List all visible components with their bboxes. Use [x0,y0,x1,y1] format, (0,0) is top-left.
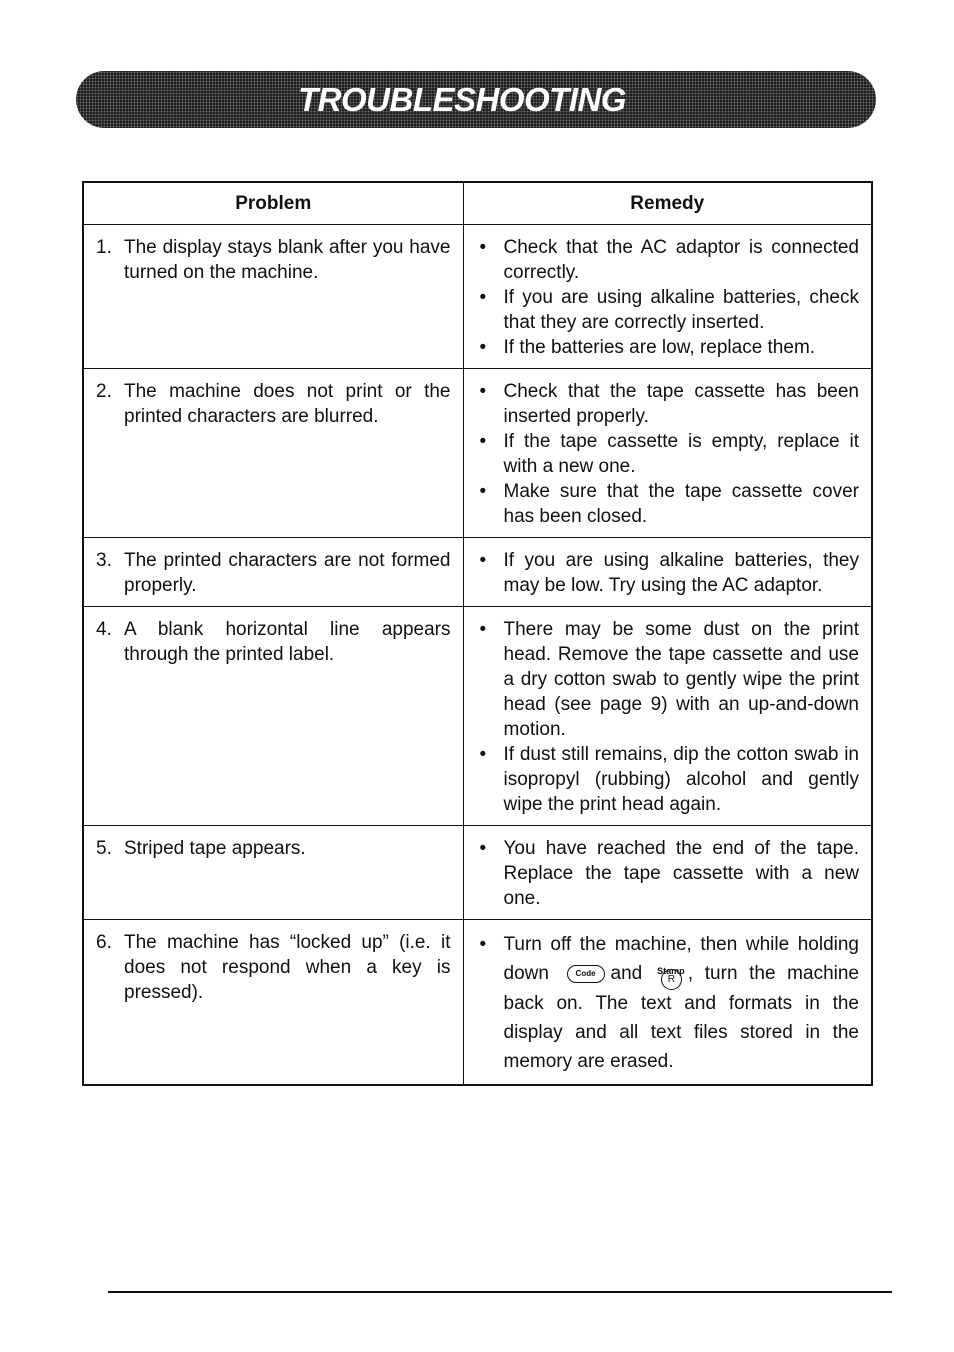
problem-header: Problem [83,182,463,225]
remedy-item: • You have reached the end of the tape. Replace the tape cassette with a new one. [476,836,860,911]
remedy-header: Remedy [463,182,872,225]
code-key-icon: Code [567,965,605,983]
remedy-item: • If dust still remains, dip the cotton swab in isopropyl (rubbing) alcohol and gently wipe the print head again. [476,742,860,817]
problem-cell [83,369,463,538]
remedy-text: and [610,963,643,985]
remedy-item: • If you are using alkaline batteries, check that they are correctly inserted. [476,285,860,335]
remedy-cell [463,225,872,369]
bullet: • [479,431,487,452]
remedy-item: • Check that the AC adaptor is connected correctly. [476,235,860,285]
bullet: • [479,838,487,859]
remedy-cell [463,607,872,826]
remedy-item [476,930,860,1076]
troubleshooting-table [82,181,873,1086]
remedy-cell [463,826,872,920]
bullet: • [479,381,487,402]
problem-text: Striped tape appears. [124,838,306,859]
page-title: TROUBLESHOOTING [298,81,626,118]
title-banner [76,71,876,128]
remedy-text: , turn the machine back on. The text and formats in the display and all text files stored in the memory are erased. [503,963,859,1072]
problem-cell [83,225,463,369]
footer-rule [108,1291,892,1293]
problem-number: 5. [96,838,112,859]
bullet: • [479,934,487,955]
table-row [83,920,872,1086]
bullet: • [479,337,487,358]
remedy-cell [463,538,872,607]
problem-text: The machine does not print or the printed characters are blurred. [124,381,451,427]
problem-text: The machine has “locked up” (i.e. it does not respond when a key is pressed). [124,932,451,1003]
table-row [83,225,872,369]
remedy-item: • Check that the tape cassette has been inserted properly. [476,379,860,429]
remedy-item: • If you are using alkaline batteries, they may be low. Try using the AC adaptor. [476,548,860,598]
remedy-cell [463,369,872,538]
problem-text: The display stays blank after you have turned on the machine. [124,237,451,283]
problem-text: A blank horizontal line appears through the printed label. [124,619,451,665]
problem-cell [83,538,463,607]
bullet: • [479,619,487,640]
stamp-key-icon [656,959,686,989]
table-row [83,369,872,538]
problem-cell [83,920,463,1086]
problem-text: The printed characters are not formed properly. [124,550,451,596]
problem-number: 3. [96,550,112,571]
remedy-item: • If the tape cassette is empty, replace it with a new one. [476,429,860,479]
problem-number: 4. [96,619,112,640]
r-key-label: R [661,969,682,990]
bullet: • [479,744,487,765]
table-row [83,826,872,920]
bullet: • [479,550,487,571]
remedy-item: • If the batteries are low, replace them. [476,335,860,360]
table-row [83,538,872,607]
bullet: • [479,481,487,502]
bullet: • [479,237,487,258]
table-header-row [83,182,872,225]
problem-number: 2. [96,381,112,402]
remedy-item: • Make sure that the tape cassette cover has been closed. [476,479,860,529]
problem-number: 6. [96,932,112,953]
remedy-text: Turn off the machine, then while holding down [503,934,859,985]
table-row [83,607,872,826]
problem-number: 1. [96,237,112,258]
problem-cell [83,607,463,826]
remedy-cell [463,920,872,1086]
stamp-key-label: Stamp [657,966,685,976]
bullet: • [479,287,487,308]
remedy-item: • There may be some dust on the print head. Remove the tape cassette and use a dry cotton swab to gently wipe the print head (see page 9) with an up-and-down motion. [476,617,860,742]
problem-cell [83,826,463,920]
